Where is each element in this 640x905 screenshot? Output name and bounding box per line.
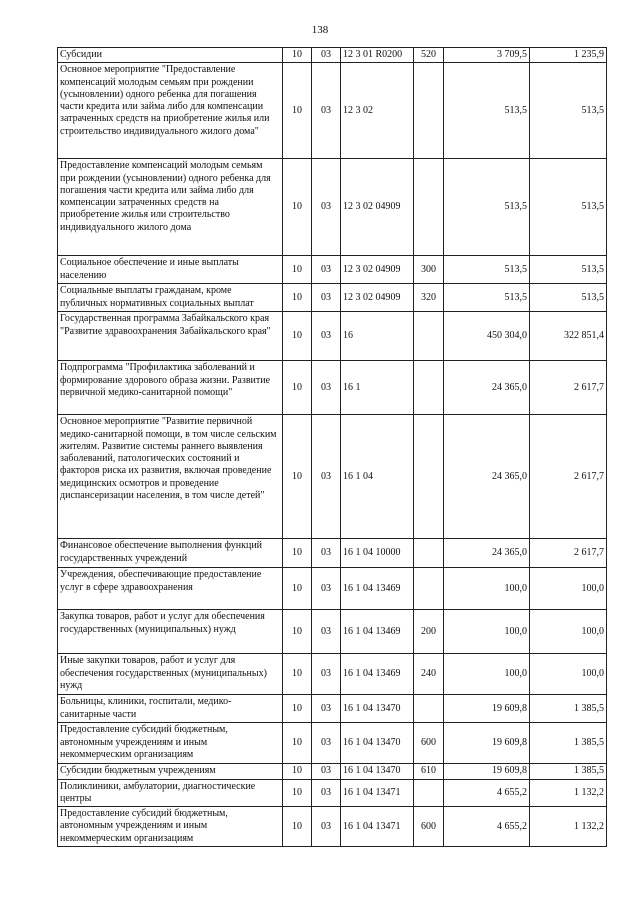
row-sum-second: 100,0 bbox=[530, 610, 607, 654]
row-subsection: 03 bbox=[312, 361, 341, 415]
table-row bbox=[58, 654, 607, 695]
row-target-article: 16 1 04 13469 bbox=[341, 568, 414, 610]
row-sum-first: 513,5 bbox=[444, 256, 530, 284]
row-expense-type: 600 bbox=[414, 807, 444, 847]
row-target-article: 12 3 01 R0200 bbox=[341, 48, 414, 63]
row-sum-first: 19 609,8 bbox=[444, 695, 530, 723]
row-sum-second: 2 617,7 bbox=[530, 415, 607, 539]
row-section: 10 bbox=[283, 764, 312, 779]
row-section: 10 bbox=[283, 723, 312, 764]
table-row bbox=[58, 284, 607, 312]
row-subsection: 03 bbox=[312, 764, 341, 779]
table-row bbox=[58, 63, 607, 159]
row-sum-first: 19 609,8 bbox=[444, 764, 530, 779]
row-section: 10 bbox=[283, 256, 312, 284]
row-sum-second: 1 235,9 bbox=[530, 48, 607, 63]
row-section: 10 bbox=[283, 654, 312, 695]
row-section: 10 bbox=[283, 610, 312, 654]
row-subsection: 03 bbox=[312, 159, 341, 256]
row-subsection: 03 bbox=[312, 63, 341, 159]
table-row bbox=[58, 779, 607, 807]
row-expense-type bbox=[414, 695, 444, 723]
row-section: 10 bbox=[283, 159, 312, 256]
row-section: 10 bbox=[283, 415, 312, 539]
table-row bbox=[58, 723, 607, 764]
row-target-article: 12 3 02 bbox=[341, 63, 414, 159]
row-subsection: 03 bbox=[312, 568, 341, 610]
row-name: Поликлиники, амбулатории, диагностические центры bbox=[58, 779, 283, 807]
row-subsection: 03 bbox=[312, 654, 341, 695]
row-sum-first: 4 655,2 bbox=[444, 779, 530, 807]
row-expense-type bbox=[414, 63, 444, 159]
row-expense-type bbox=[414, 415, 444, 539]
row-sum-second: 2 617,7 bbox=[530, 539, 607, 568]
row-subsection: 03 bbox=[312, 256, 341, 284]
row-target-article: 16 1 04 13470 bbox=[341, 723, 414, 764]
row-sum-first: 513,5 bbox=[444, 63, 530, 159]
row-name: Учреждения, обеспечивающие предоставление услуг в сфере здравоохранения bbox=[58, 568, 283, 610]
row-expense-type bbox=[414, 568, 444, 610]
table-row bbox=[58, 539, 607, 568]
row-sum-second: 1 385,5 bbox=[530, 764, 607, 779]
row-sum-first: 513,5 bbox=[444, 284, 530, 312]
row-expense-type bbox=[414, 312, 444, 361]
row-name: Социальное обеспечение и иные выплаты населению bbox=[58, 256, 283, 284]
table-row bbox=[58, 764, 607, 779]
table-row bbox=[58, 568, 607, 610]
row-subsection: 03 bbox=[312, 415, 341, 539]
row-expense-type: 610 bbox=[414, 764, 444, 779]
row-expense-type: 200 bbox=[414, 610, 444, 654]
row-sum-first: 100,0 bbox=[444, 610, 530, 654]
row-target-article: 16 1 bbox=[341, 361, 414, 415]
table-row bbox=[58, 159, 607, 256]
row-subsection: 03 bbox=[312, 807, 341, 847]
row-name: Больницы, клиники, госпитали, медико-санитарные части bbox=[58, 695, 283, 723]
row-sum-first: 24 365,0 bbox=[444, 539, 530, 568]
row-section: 10 bbox=[283, 779, 312, 807]
table-row bbox=[58, 48, 607, 63]
row-expense-type bbox=[414, 159, 444, 256]
row-target-article: 12 3 02 04909 bbox=[341, 256, 414, 284]
row-section: 10 bbox=[283, 539, 312, 568]
row-subsection: 03 bbox=[312, 312, 341, 361]
row-section: 10 bbox=[283, 312, 312, 361]
row-subsection: 03 bbox=[312, 723, 341, 764]
row-sum-first: 19 609,8 bbox=[444, 723, 530, 764]
row-sum-first: 100,0 bbox=[444, 654, 530, 695]
row-target-article: 12 3 02 04909 bbox=[341, 159, 414, 256]
row-sum-first: 100,0 bbox=[444, 568, 530, 610]
row-expense-type bbox=[414, 779, 444, 807]
page-number: 138 bbox=[311, 24, 329, 36]
row-sum-second: 513,5 bbox=[530, 159, 607, 256]
row-name: Закупка товаров, работ и услуг для обеспечения государственных (муниципальных) нужд bbox=[58, 610, 283, 654]
row-sum-first: 450 304,0 bbox=[444, 312, 530, 361]
row-name: Основное мероприятие "Развитие первичной медико-санитарной помощи, в том числе сельским жителям. Развитие системы раннего выявления заболеваний, патологических состояний и факторов риска их развития, включая проведение медицинских осмотров и проведение диспансеризации населения, в том числе детей" bbox=[58, 415, 283, 539]
row-sum-second: 1 385,5 bbox=[530, 695, 607, 723]
row-sum-second: 1 132,2 bbox=[530, 779, 607, 807]
row-name: Социальные выплаты гражданам, кроме публичных нормативных социальных выплат bbox=[58, 284, 283, 312]
row-sum-second: 322 851,4 bbox=[530, 312, 607, 361]
row-target-article: 16 1 04 13469 bbox=[341, 654, 414, 695]
row-name: Подпрограмма "Профилактика заболеваний и формирование здорового образа жизни. Развитие первичной медико-санитарной помощи" bbox=[58, 361, 283, 415]
row-expense-type: 320 bbox=[414, 284, 444, 312]
row-expense-type: 520 bbox=[414, 48, 444, 63]
row-sum-second: 513,5 bbox=[530, 284, 607, 312]
row-sum-second: 100,0 bbox=[530, 654, 607, 695]
row-name: Субсидии бюджетным учреждениям bbox=[58, 764, 283, 779]
row-subsection: 03 bbox=[312, 284, 341, 312]
row-sum-first: 513,5 bbox=[444, 159, 530, 256]
row-name: Предоставление субсидий бюджетным, автономным учреждениям и иным некоммерческим организациям bbox=[58, 807, 283, 847]
row-subsection: 03 bbox=[312, 48, 341, 63]
row-target-article: 16 1 04 13469 bbox=[341, 610, 414, 654]
row-name: Субсидии bbox=[58, 48, 283, 63]
row-sum-second: 513,5 bbox=[530, 63, 607, 159]
row-name: Государственная программа Забайкальского края "Развитие здравоохранения Забайкальского края" bbox=[58, 312, 283, 361]
row-name: Финансовое обеспечение выполнения функций государственных учреждений bbox=[58, 539, 283, 568]
row-sum-second: 1 132,2 bbox=[530, 807, 607, 847]
row-target-article: 16 1 04 13470 bbox=[341, 764, 414, 779]
row-name: Предоставление компенсаций молодым семьям при рождении (усыновлении) одного ребенка для погашения части кредита или займа либо для компенсации затраченных средств на приобретение жилья или строительство индивидуального жилого дома bbox=[58, 159, 283, 256]
table-row bbox=[58, 361, 607, 415]
row-sum-first: 24 365,0 bbox=[444, 361, 530, 415]
row-expense-type bbox=[414, 539, 444, 568]
row-target-article: 12 3 02 04909 bbox=[341, 284, 414, 312]
table-row bbox=[58, 807, 607, 847]
row-sum-second: 2 617,7 bbox=[530, 361, 607, 415]
row-sum-first: 24 365,0 bbox=[444, 415, 530, 539]
row-target-article: 16 1 04 13470 bbox=[341, 695, 414, 723]
row-section: 10 bbox=[283, 695, 312, 723]
row-section: 10 bbox=[283, 48, 312, 63]
budget-table bbox=[57, 47, 607, 847]
table-row bbox=[58, 610, 607, 654]
row-sum-second: 513,5 bbox=[530, 256, 607, 284]
row-subsection: 03 bbox=[312, 695, 341, 723]
table-row bbox=[58, 256, 607, 284]
row-expense-type: 600 bbox=[414, 723, 444, 764]
row-expense-type: 240 bbox=[414, 654, 444, 695]
row-sum-first: 4 655,2 bbox=[444, 807, 530, 847]
row-section: 10 bbox=[283, 361, 312, 415]
row-section: 10 bbox=[283, 807, 312, 847]
row-section: 10 bbox=[283, 63, 312, 159]
row-sum-second: 1 385,5 bbox=[530, 723, 607, 764]
table-row bbox=[58, 695, 607, 723]
row-expense-type bbox=[414, 361, 444, 415]
row-section: 10 bbox=[283, 568, 312, 610]
row-target-article: 16 1 04 bbox=[341, 415, 414, 539]
row-expense-type: 300 bbox=[414, 256, 444, 284]
row-name: Основное мероприятие "Предоставление компенсаций молодым семьям при рождении (усыновлении) одного ребенка для погашения части кредита или займа либо для компенсации затраченных средств на приобретение жилья или строительство индивидуального жилого дома" bbox=[58, 63, 283, 159]
row-name: Предоставление субсидий бюджетным, автономным учреждениям и иным некоммерческим организациям bbox=[58, 723, 283, 764]
row-target-article: 16 bbox=[341, 312, 414, 361]
table-row bbox=[58, 415, 607, 539]
row-target-article: 16 1 04 10000 bbox=[341, 539, 414, 568]
row-target-article: 16 1 04 13471 bbox=[341, 807, 414, 847]
table-row bbox=[58, 312, 607, 361]
row-target-article: 16 1 04 13471 bbox=[341, 779, 414, 807]
row-subsection: 03 bbox=[312, 779, 341, 807]
row-section: 10 bbox=[283, 284, 312, 312]
row-subsection: 03 bbox=[312, 610, 341, 654]
row-sum-first: 3 709,5 bbox=[444, 48, 530, 63]
row-subsection: 03 bbox=[312, 539, 341, 568]
row-sum-second: 100,0 bbox=[530, 568, 607, 610]
row-name: Иные закупки товаров, работ и услуг для обеспечения государственных (муниципальных) нужд bbox=[58, 654, 283, 695]
